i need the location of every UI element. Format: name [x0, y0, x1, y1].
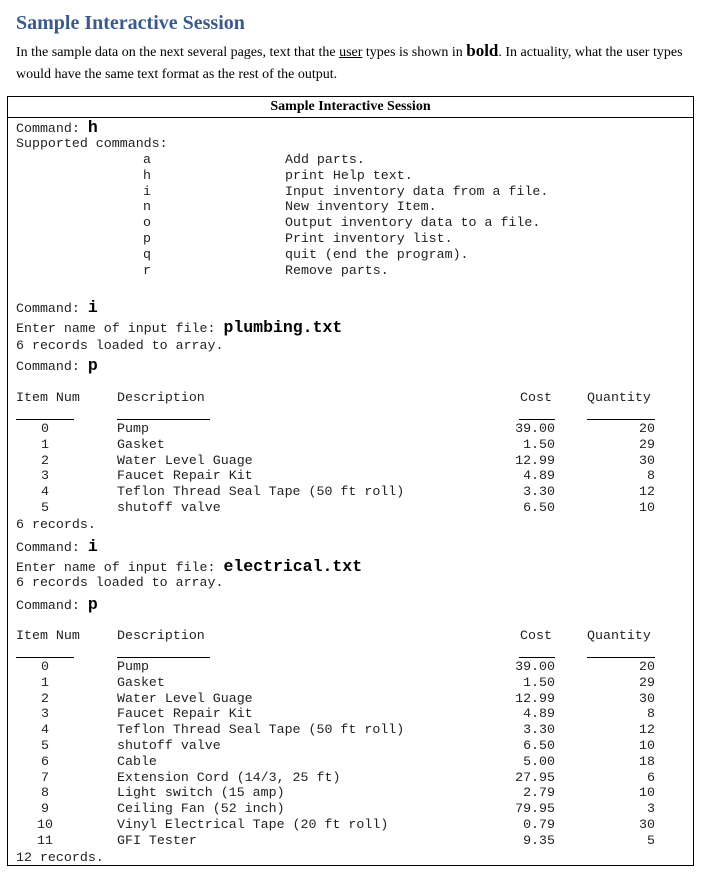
- command-prompt: Command:: [16, 540, 88, 555]
- row-item-num: 4: [41, 484, 49, 500]
- row-quantity: 20: [639, 421, 655, 436]
- row-cost: 4.89: [523, 706, 555, 722]
- row-description: Pump: [117, 421, 149, 436]
- session-box-title: Sample Interactive Session: [8, 97, 693, 118]
- row-quantity: 29: [639, 674, 655, 690]
- supported-commands-heading: Supported commands:: [16, 136, 168, 151]
- command-desc-list: [285, 152, 548, 278]
- enter-file-line-1: [16, 318, 342, 337]
- row-description: Ceiling Fan (52 inch): [117, 801, 285, 817]
- row-item-num: 5: [41, 738, 49, 753]
- command-prompt: Command:: [16, 121, 88, 136]
- command-prompt: Command:: [16, 359, 88, 374]
- row-description: shutoff valve: [117, 738, 221, 753]
- row-cost: 6.50: [523, 738, 555, 753]
- records-count-2: 12 records.: [16, 850, 104, 865]
- row-cost: 27.95: [515, 769, 555, 785]
- row-item-num: 7: [41, 769, 49, 785]
- records-count-1: 6 records.: [16, 517, 96, 532]
- row-item-num: 3: [41, 706, 49, 722]
- row-item-num: 1: [41, 674, 49, 690]
- command-desc-p: Print inventory list.: [285, 230, 453, 246]
- row-description: Extension Cord (14/3, 25 ft): [117, 769, 341, 785]
- table2-rule-item: [16, 657, 74, 658]
- table2-rule-qty: [587, 657, 655, 658]
- row-cost: 12.99: [515, 690, 555, 706]
- row-cost: 3.30: [523, 722, 555, 738]
- user-file-electrical: electrical.txt: [223, 557, 363, 576]
- loaded-message-1: 6 records loaded to array.: [16, 338, 224, 353]
- row-cost: 1.50: [523, 674, 555, 690]
- row-description: Pump: [117, 659, 149, 674]
- row-item-num: 4: [41, 722, 49, 738]
- row-cost: 39.00: [515, 659, 555, 674]
- command-line-3: [16, 356, 98, 375]
- command-prompt: Command:: [16, 301, 88, 316]
- intro-paragraph: [16, 40, 696, 86]
- intro-text-2: types is shown in: [362, 45, 467, 60]
- row-description: Vinyl Electrical Tape (20 ft roll): [117, 817, 389, 832]
- row-quantity: 8: [647, 468, 655, 484]
- row-cost: 2.79: [523, 785, 555, 801]
- intro-user-word: user: [339, 45, 363, 60]
- command-line-4: [16, 537, 98, 556]
- table1-rule-qty: [587, 419, 655, 420]
- row-quantity: 12: [639, 484, 655, 500]
- row-quantity: 10: [639, 500, 655, 515]
- command-desc-i: Input inventory data from a file.: [285, 183, 549, 199]
- row-item-num: 3: [41, 468, 49, 484]
- row-item-num: 0: [41, 659, 49, 674]
- table2-header-item: Item Num: [16, 628, 80, 643]
- row-quantity: 30: [639, 690, 655, 706]
- table2-rule-desc: [117, 657, 210, 658]
- row-quantity: 8: [647, 706, 655, 722]
- command-key-q: q: [143, 246, 151, 262]
- table1-rule-item: [16, 419, 74, 420]
- row-item-num: 1: [41, 436, 49, 452]
- command-key-list: [141, 152, 153, 278]
- row-description: Cable: [117, 753, 157, 769]
- row-description: Water Level Guage: [117, 690, 253, 706]
- row-item-num: 0: [41, 421, 49, 436]
- command-desc-q: quit (end the program).: [285, 246, 469, 262]
- user-command-i-2: i: [87, 537, 98, 556]
- row-cost: 3.30: [523, 484, 555, 500]
- row-quantity: 20: [639, 659, 655, 674]
- row-description: Teflon Thread Seal Tape (50 ft roll): [117, 722, 405, 738]
- command-prompt: Command:: [16, 598, 88, 613]
- user-command-p: p: [87, 356, 98, 375]
- command-key-r: r: [143, 262, 151, 278]
- table2-header-cost: Cost: [520, 628, 552, 643]
- intro-text-3: . In actuality, what the user types would have the same text format as the rest of the output.: [16, 45, 683, 82]
- row-item-num: 6: [41, 753, 49, 769]
- command-key-p: p: [143, 230, 151, 246]
- table1-header-item: Item Num: [16, 390, 80, 405]
- row-cost: 39.00: [515, 421, 555, 436]
- command-key-o: o: [143, 215, 151, 231]
- row-description: Water Level Guage: [117, 452, 253, 468]
- row-quantity: 6: [647, 769, 655, 785]
- page-heading: Sample Interactive Session: [16, 12, 245, 34]
- table2-header-desc: Description: [117, 628, 205, 643]
- user-command-p-2: p: [87, 595, 98, 614]
- user-command-i: i: [87, 298, 98, 317]
- row-item-num: 9: [41, 801, 49, 817]
- command-desc-h: print Help text.: [285, 167, 413, 183]
- row-item-num: 2: [41, 452, 49, 468]
- command-key-h: h: [143, 167, 151, 183]
- enter-file-prompt: Enter name of input file:: [16, 560, 224, 575]
- command-desc-a: Add parts.: [285, 152, 365, 167]
- row-description: shutoff valve: [117, 500, 221, 515]
- row-quantity: 30: [639, 817, 655, 832]
- row-description: GFI Tester: [117, 832, 197, 848]
- row-cost: 1.50: [523, 436, 555, 452]
- table1-header-cost: Cost: [520, 390, 552, 405]
- row-description: Faucet Repair Kit: [117, 706, 253, 722]
- command-key-i: i: [143, 183, 151, 199]
- command-line-1: [16, 118, 98, 137]
- table2-rule-cost: [519, 657, 555, 658]
- row-description: Gasket: [117, 674, 165, 690]
- row-item-num: 5: [41, 500, 49, 515]
- table1-header-desc: Description: [117, 390, 205, 405]
- row-item-num: 10: [37, 817, 53, 832]
- enter-file-line-2: [16, 557, 362, 576]
- command-desc-o: Output inventory data to a file.: [285, 215, 541, 231]
- row-cost: 79.95: [515, 801, 555, 817]
- command-line-2: [16, 298, 98, 317]
- row-cost: 9.35: [523, 832, 555, 848]
- row-quantity: 5: [647, 832, 655, 848]
- row-cost: 0.79: [523, 817, 555, 832]
- row-quantity: 3: [647, 801, 655, 817]
- row-item-num: 2: [41, 690, 49, 706]
- command-key-a: a: [143, 152, 151, 167]
- row-quantity: 30: [639, 452, 655, 468]
- row-cost: 6.50: [523, 500, 555, 515]
- row-description: Faucet Repair Kit: [117, 468, 253, 484]
- loaded-message-2: 6 records loaded to array.: [16, 575, 224, 590]
- intro-bold-word: bold: [466, 41, 499, 60]
- enter-file-prompt: Enter name of input file:: [16, 321, 224, 336]
- row-description: Teflon Thread Seal Tape (50 ft roll): [117, 484, 405, 500]
- table1-header-qty: Quantity: [587, 390, 651, 405]
- user-file-plumbing: plumbing.txt: [223, 318, 343, 337]
- user-command-h: h: [87, 118, 98, 137]
- command-desc-r: Remove parts.: [285, 262, 389, 278]
- command-desc-n: New inventory Item.: [285, 199, 437, 215]
- row-description: Light switch (15 amp): [117, 785, 285, 801]
- row-description: Gasket: [117, 436, 165, 452]
- command-key-n: n: [143, 199, 151, 215]
- row-quantity: 12: [639, 722, 655, 738]
- row-cost: 5.00: [523, 753, 555, 769]
- row-item-num: 8: [41, 785, 49, 801]
- row-item-num: 11: [37, 832, 53, 848]
- table2-header-qty: Quantity: [587, 628, 651, 643]
- table1-rule-cost: [519, 419, 555, 420]
- row-quantity: 18: [639, 753, 655, 769]
- table1-rule-desc: [117, 419, 210, 420]
- intro-text-1: In the sample data on the next several pages, text that the: [16, 45, 340, 60]
- row-quantity: 29: [639, 436, 655, 452]
- row-quantity: 10: [639, 785, 655, 801]
- command-line-5: [16, 595, 98, 614]
- row-quantity: 10: [639, 738, 655, 753]
- row-cost: 12.99: [515, 452, 555, 468]
- row-cost: 4.89: [523, 468, 555, 484]
